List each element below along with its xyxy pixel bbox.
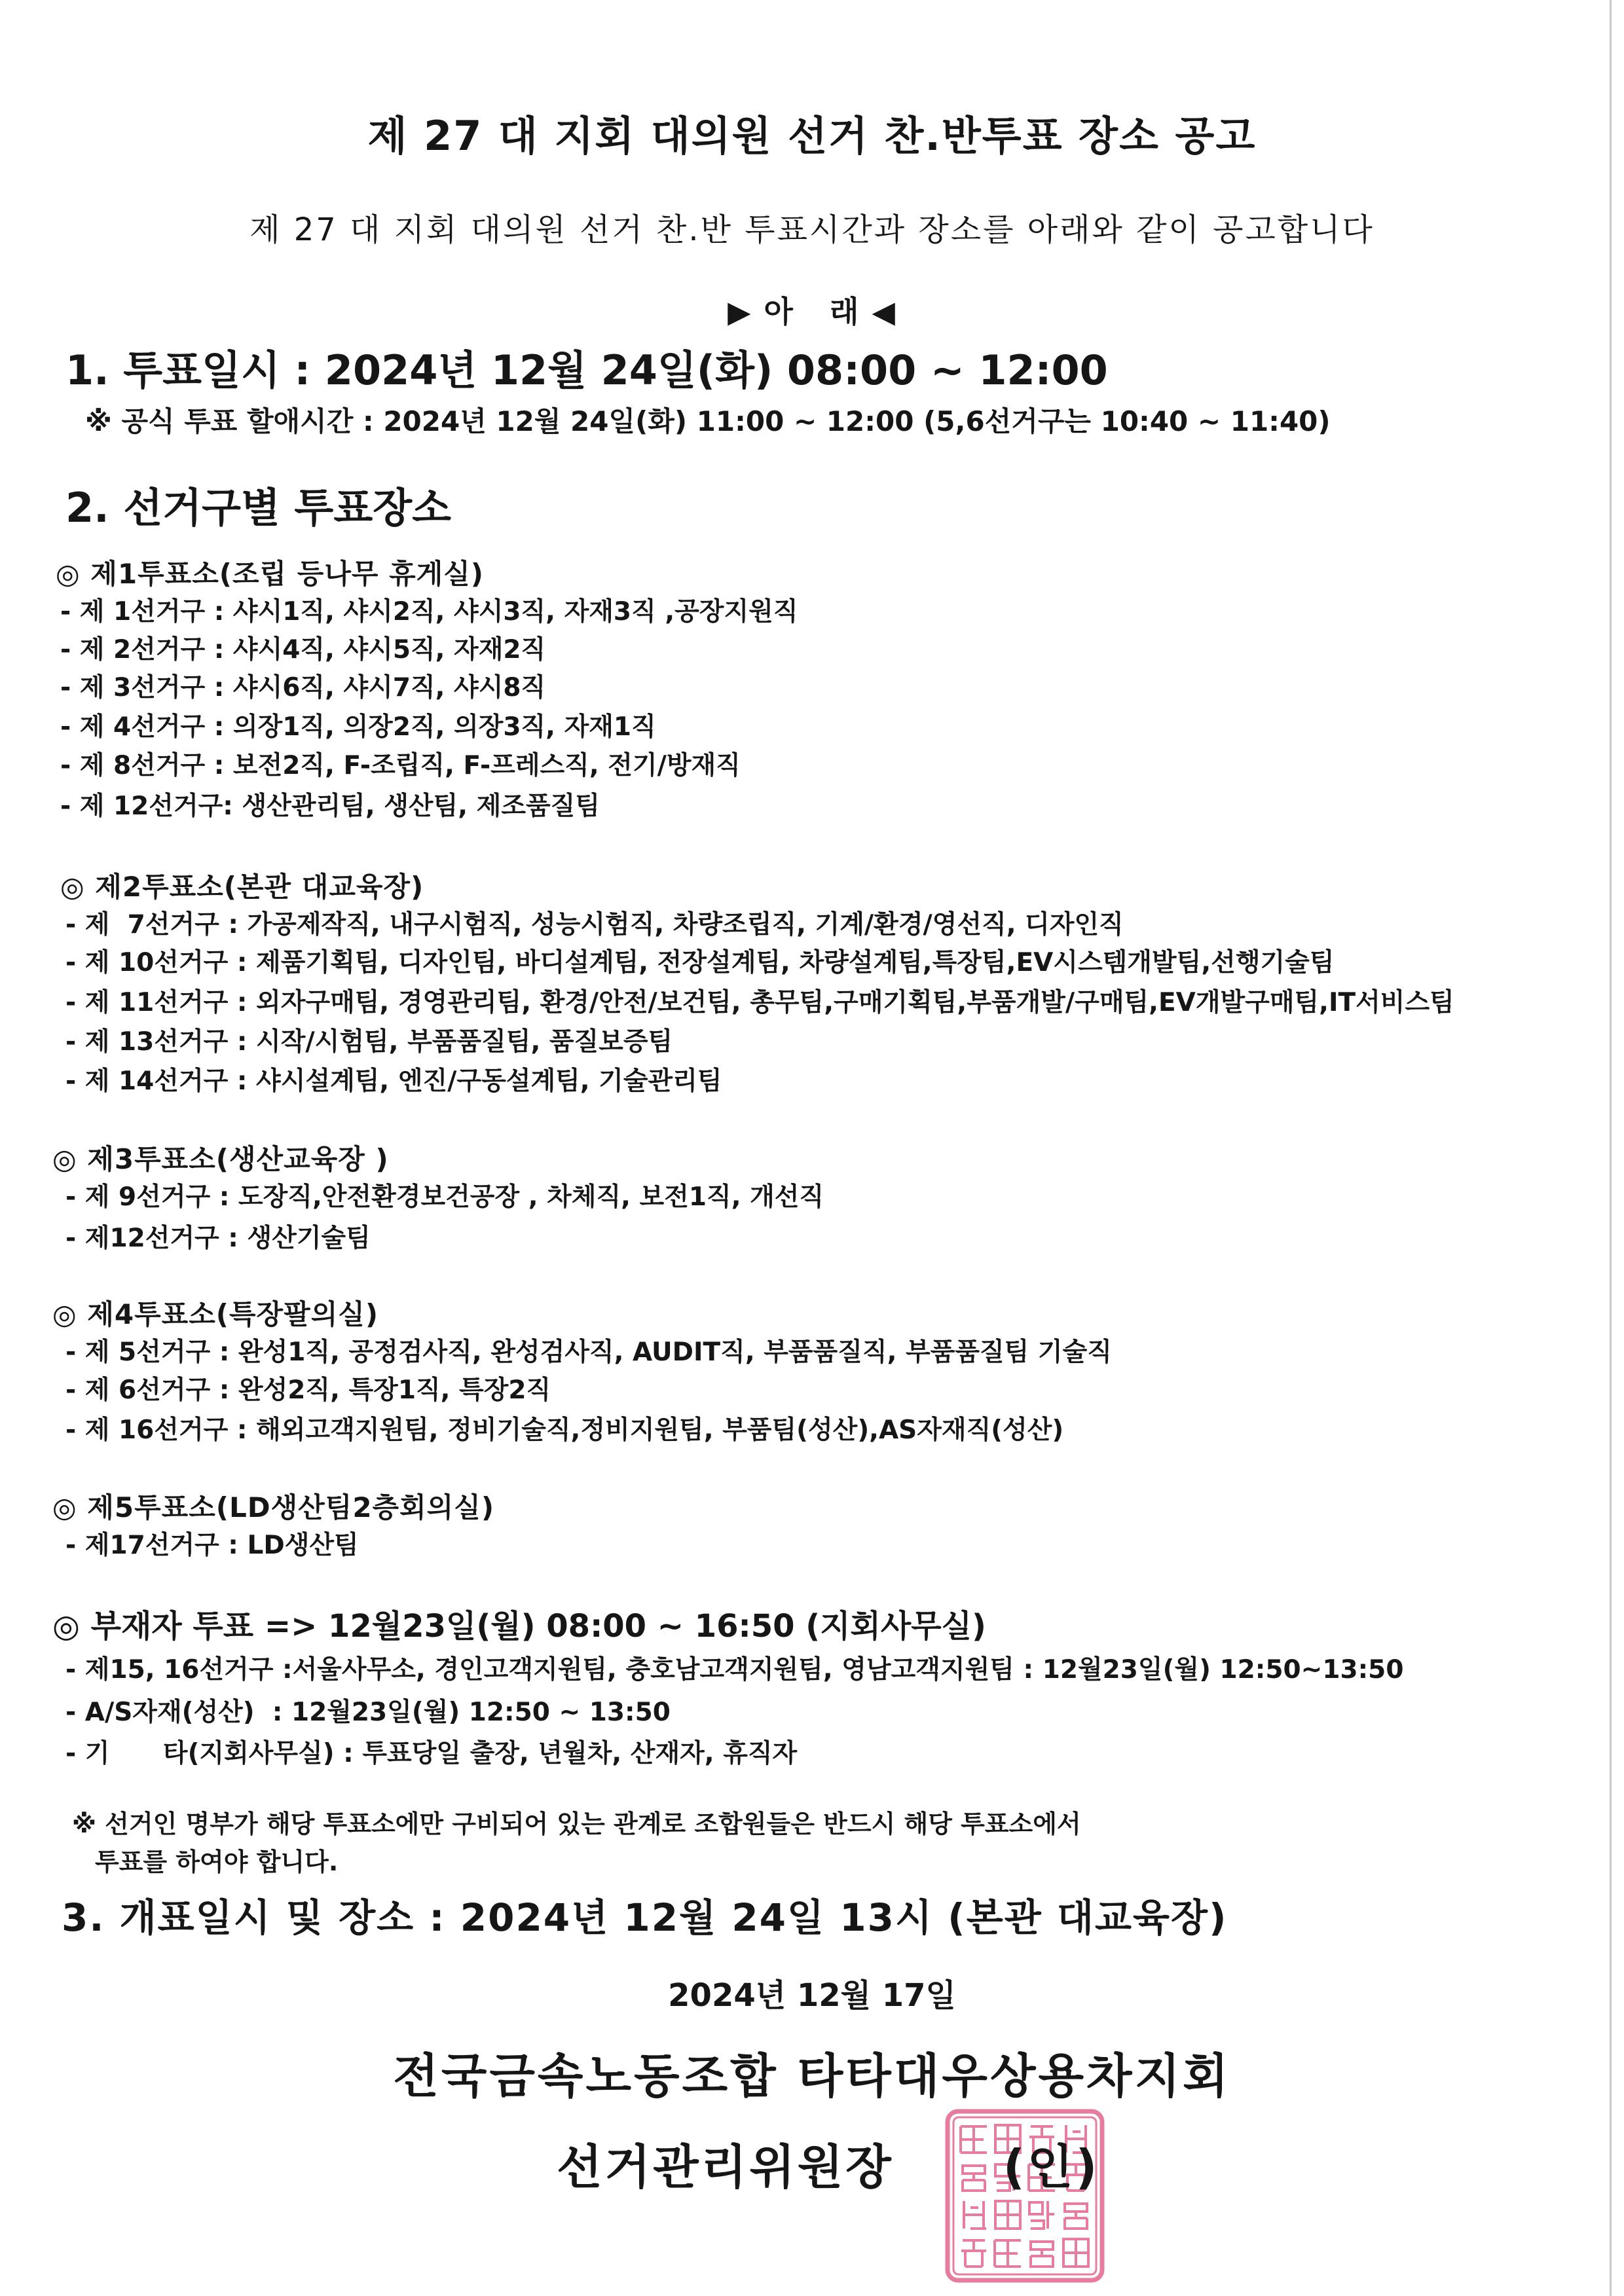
- district-line: - 제 9선거구 : 도장직,안전환경보건공장 , 차체직, 보전1직, 개선직: [65, 1182, 824, 1212]
- section2-heading: 2. 선거구별 투표장소: [65, 484, 451, 532]
- district-line: - 제 14선거구 : 샤시설계팀, 엔진/구동설계팀, 기술관리팀: [65, 1066, 722, 1096]
- district-line: - 제 6선거구 : 완성2직, 특장1직, 특장2직: [65, 1376, 551, 1405]
- section3-heading: 3. 개표일시 및 장소 : 2024년 12월 24일 13시 (본관 대교육장): [62, 1895, 1228, 1940]
- district-line: - 제 7선거구 : 가공제작직, 내구시험직, 성능시험직, 차량조립직, 기계/환경/영선직, 디자인직: [65, 910, 1124, 939]
- polling-station-5-title: ◎ 제5투표소(LD생산팀2층회의실): [52, 1491, 495, 1523]
- remark-line: ※ 선거인 명부가 해당 투표소에만 구비되어 있는 관계로 조합원들은 반드시 해당 투표소에서: [72, 1810, 1081, 1838]
- district-line: - 제 2선거구 : 샤시4직, 샤시5직, 자재2직: [60, 635, 546, 665]
- district-line: - 제 3선거구 : 샤시6직, 샤시7직, 샤시8직: [60, 673, 546, 702]
- district-line: - 제 16선거구 : 해외고객지원팀, 정비기술직,정비지원팀, 부품팀(성산),AS자재직(성산): [65, 1415, 1064, 1445]
- official-seal: [944, 2108, 1105, 2284]
- polling-station-4-title: ◎ 제4투표소(특장팔의실): [52, 1298, 379, 1330]
- polling-station-1-title: ◎ 제1투표소(조립 등나무 휴게실): [56, 558, 484, 590]
- absentee-line: - 기 타(지회사무실) : 투표당일 출장, 년월차, 산재자, 휴직자: [65, 1739, 798, 1768]
- district-line: - 제 11선거구 : 외자구매팀, 경영관리팀, 환경/안전/보건팀, 총무팀,구매기획팀,부품개발/구매팀,EV개발구매팀,IT서비스팀: [65, 988, 1454, 1017]
- notice-date: 2024년 12월 17일: [668, 1977, 956, 2014]
- district-line: - 제 4선거구 : 의장1직, 의장2직, 의장3직, 자재1직: [60, 712, 656, 742]
- page-title: 제 27 대 지회 대의원 선거 찬.반투표 장소 공고: [367, 112, 1257, 160]
- section1-heading: 1. 투표일시 : 2024년 12월 24일(화) 08:00 ~ 12:00: [65, 346, 1108, 394]
- district-line: - 제12선거구 : 생산기술팀: [65, 1224, 371, 1253]
- district-line: - 제 10선거구 : 제품기획팀, 디자인팀, 바디설계팀, 전장설계팀, 차량설계팀,특장팀,EV시스템개발팀,선행기술팀: [65, 948, 1335, 977]
- district-line: - 제17선거구 : LD생산팀: [65, 1531, 359, 1560]
- notice-heading: ▶ 아 래 ◀: [728, 294, 896, 329]
- seal-mark-text: (인): [1003, 2140, 1100, 2195]
- intro-text: 제 27 대 지회 대의원 선거 찬.반 투표시간과 장소를 아래와 같이 공고합니다: [249, 211, 1375, 248]
- district-line: - 제 12선거구: 생산관리팀, 생산팀, 제조품질팀: [60, 792, 600, 821]
- organization-name: 전국금속노동조합 타타대우상용차지회: [393, 2049, 1231, 2104]
- absentee-line: - A/S자재(성산) : 12월23일(월) 12:50 ~ 13:50: [65, 1698, 671, 1727]
- scan-edge-line: [1610, 0, 1612, 2296]
- remark-line: 투표를 하여야 합니다.: [95, 1848, 339, 1876]
- signatory-title: 선거관리위원장: [557, 2140, 894, 2195]
- absentee-vote-title: ◎ 부재자 투표 => 12월23일(월) 08:00 ~ 16:50 (지회사무실): [52, 1608, 986, 1645]
- absentee-line: - 제15, 16선거구 :서울사무소, 경인고객지원팀, 충호남고객지원팀, 영남고객지원팀 : 12월23일(월) 12:50~13:50: [65, 1655, 1404, 1685]
- district-line: - 제 13선거구 : 시작/시험팀, 부품품질팀, 품질보증팀: [65, 1027, 673, 1057]
- section1-note: ※ 공식 투표 할애시간 : 2024년 12월 24일(화) 11:00 ~ 12:00 (5,6선거구는 10:40 ~ 11:40): [85, 405, 1331, 437]
- polling-station-2-title: ◎ 제2투표소(본관 대교육장): [60, 871, 424, 903]
- district-line: - 제 8선거구 : 보전2직, F-조립직, F-프레스직, 전기/방재직: [60, 751, 741, 780]
- district-line: - 제 1선거구 : 샤시1직, 샤시2직, 샤시3직, 자재3직 ,공장지원직: [60, 597, 798, 627]
- polling-station-3-title: ◎ 제3투표소(생산교육장 ): [52, 1143, 389, 1175]
- district-line: - 제 5선거구 : 완성1직, 공정검사직, 완성검사직, AUDIT직, 부품품질직, 부품품질팀 기술직: [65, 1338, 1112, 1367]
